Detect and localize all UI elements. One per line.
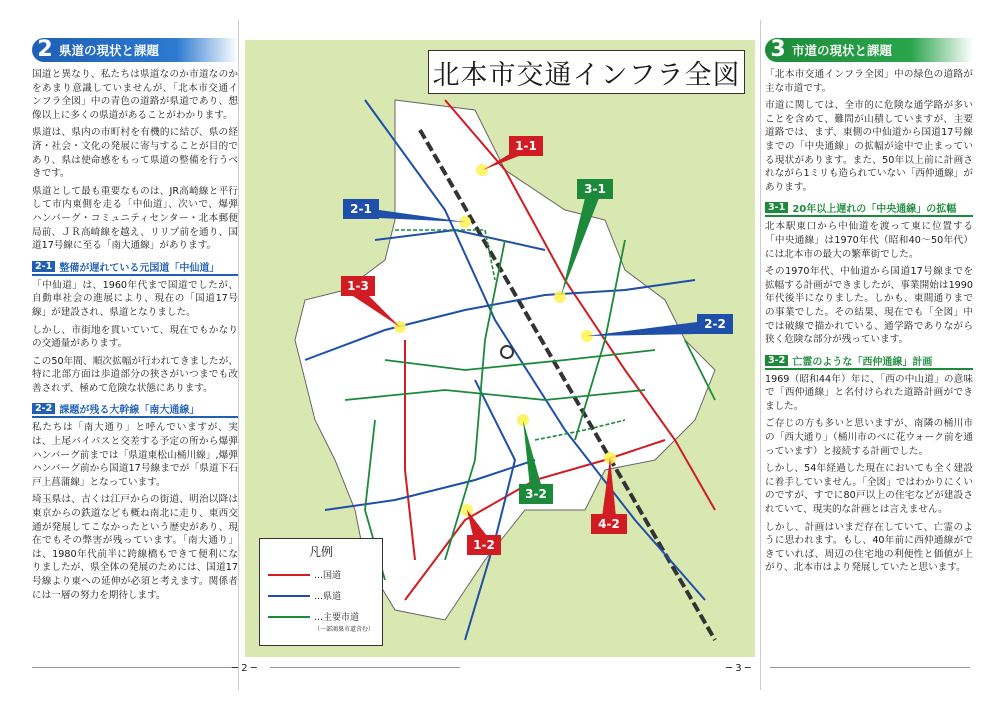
- highlight-spot: [476, 164, 488, 176]
- paragraph: その1970年代、中仙道から国道17号線までを拡幅する計画ができましたが、事業開始は1990年代後半になりました。しかも、東間通りまでの事業でした。その結果、現在でも「全図」中では破線で描かれている、通学路でありながら狭く危険な部分が残っています。: [765, 266, 973, 346]
- paragraph: 私たちは「南大通り」と呼んでいますが、実は、上尾バイパスと交差する予定の所から爆弾ハンバーグ前までは「県道東松山桶川線」,爆弾ハンバーグ前から国道17号線までが「県道下石戸上菖蒲線」となっています。: [32, 422, 238, 488]
- right-column-divider: [760, 20, 761, 690]
- legend-title: 凡例: [308, 545, 333, 559]
- callout-4-2: 4-2: [591, 514, 627, 534]
- paragraph: 北本駅東口から中仙道を渡って東に位置する「中央通線」は1970年代（昭和40～50年代）には北本市の最大の繁華街でした。: [765, 221, 973, 260]
- callout-2-2: 2-2: [697, 314, 733, 334]
- paragraph: 埼玉県は、古くは江戸からの街道、明治以降は東京からの鉄道なども概ね南北に走り、東西交通が発展してこなかったという歴史があり、現在でもその弊害が残っています。「南大通り」は、1980年代前半に跨線橋もできて便利になりましたが、県全体の発展のためには、国道17号線より東への延伸が必須と考えます。関係者には一層の努力を期待します。: [32, 494, 238, 601]
- paragraph: 「北本市交通インフラ全図」中の緑色の道路が主な市道です。: [765, 69, 973, 94]
- footer-rule-right: [770, 667, 970, 668]
- subsection-3-1-header: [765, 200, 973, 217]
- section-title: 県道の現状と課題: [59, 43, 160, 58]
- subsection-tag: 3-1: [765, 202, 788, 213]
- callout-3-2: 3-2: [519, 484, 553, 504]
- callout-1-3: 1-3: [341, 276, 375, 296]
- paragraph: 「中仙道」は、1960年代まで国道でしたが、自動車社会の進展により、現在の「国道17号線」が建設され、県道となりました。: [32, 279, 238, 318]
- left-column-divider: [238, 20, 239, 690]
- footer-rule-mid-left: [270, 667, 460, 668]
- section-title: 市道の現状と課題: [792, 43, 893, 58]
- section-number: 2: [37, 37, 53, 62]
- legend-label: …主要市道: [314, 613, 360, 623]
- callout-1-1: 1-1: [509, 136, 543, 156]
- subsection-2-2-header: [32, 401, 238, 418]
- footer-rule-left: [32, 667, 237, 668]
- subsection-tag: 2-1: [32, 261, 55, 272]
- legend-label: …県道: [314, 592, 342, 602]
- highlight-spot: [554, 291, 566, 303]
- subsection-title: 整備が遅れている元国道「中仙道」: [59, 262, 220, 274]
- callout-1-2: 1-2: [467, 535, 501, 555]
- section-number: 3: [770, 37, 786, 62]
- legend-item-prefectural: [268, 589, 382, 602]
- paragraph: しかし、54年経過した現在においても全く建設に着手していません。「全図」ではわかりにくいのですが、すでに80戸以上の住宅などが建設されていて、現実的な計画とは言えません。: [765, 463, 973, 516]
- paragraph: 県道として最も重要なものは、JR高崎線と平行して市内東側を走る「中仙道」、次いで、爆弾ハンバーグ・コミュニティセンター・北本郵便局前、ＪＲ高崎線を越え、リリプ前を通り、国道17号線に至る「南大通線」があります。: [32, 185, 238, 252]
- legend-note: （一部鴻巣市道含む）: [314, 626, 375, 633]
- paragraph: 市道に関しては、全市的に危険な通学路が多いことを含めて、難問が山積していますが、主要道路では、まず、東側の中仙道から国道17号線までの「中央通線」の拡幅が途中で止まっている現状があります。また、50年以上前に計画されながら1ミリも造られていない「西仲通線」があります。: [765, 100, 973, 193]
- legend-swatch: [268, 616, 310, 618]
- subsection-tag: 3-2: [765, 355, 788, 366]
- legend-swatch: [268, 595, 310, 597]
- left-column: [32, 38, 238, 606]
- subsection-title: 20年以上遅れの「中央通線」の拡幅: [792, 204, 957, 216]
- right-column: [765, 38, 973, 579]
- page-number-right: ─ 3 ─: [726, 663, 751, 674]
- paragraph: この50年間、順次拡幅が行われてきましたが、特に北部方面は歩道部分の狭さがいつまでも改善されず、極めて危険な状態にあります。: [32, 355, 238, 394]
- callout-2-1: 2-1: [343, 199, 379, 219]
- callout-3-1: 3-1: [577, 179, 613, 199]
- paragraph: しかし、計画はいまだ存在していて、亡霊のように思われます。もし、40年前に西仲通線ができていれば、周辺の住宅地の利便性と価値が上がり、北本市はより発展していたと思います。: [765, 521, 973, 574]
- section-2-header: [32, 38, 238, 62]
- legend-swatch: [268, 574, 310, 576]
- section-3-header: [765, 38, 973, 62]
- map-title: 北本市交通インフラ全図: [428, 50, 745, 94]
- subsection-2-1-header: [32, 259, 238, 276]
- subsection-title: 課題が残る大幹線「南大通線」: [59, 405, 200, 417]
- legend-label: …国道: [314, 571, 342, 581]
- legend-item-municipal: [268, 610, 382, 623]
- station-marker: [501, 346, 513, 358]
- paragraph: しかし、市街地を貫いていて、現在でもかなりの交通量があります。: [32, 324, 238, 350]
- page-number-left: ─ 2 ─: [232, 663, 257, 674]
- subsection-title: 亡霊のような「西仲通線」計画: [792, 356, 933, 368]
- paragraph: ご存じの方も多いと思いますが、南隣の桶川市の「西大通り」（桶川市のべに花ウォーク前を通っています）と接続する計画でした。: [765, 418, 973, 457]
- legend-item-national: [268, 568, 382, 581]
- infrastructure-map: [245, 40, 755, 657]
- paragraph: 県道は、県内の市町村を有機的に結び、県の経済・社会・文化の発展に寄与することが目的であり、県は使命感をもって県道の整備を行うべきです。: [32, 127, 238, 180]
- subsection-tag: 2-2: [32, 403, 55, 414]
- subsection-3-2-header: [765, 353, 973, 370]
- paragraph: 1969（昭和44年）年に、「西の中山道」の意味で「西仲通線」と名付けられた道路計画ができました。: [765, 373, 973, 412]
- paragraph: 国道と異なり、私たちは県道なのか市道なのかをあまり意識していませんが、「北本市交通インフラ全図」中の青色の道路が県道であり、想像以上に多くの県道があることがわかります。: [32, 69, 238, 121]
- map-legend: [259, 538, 383, 646]
